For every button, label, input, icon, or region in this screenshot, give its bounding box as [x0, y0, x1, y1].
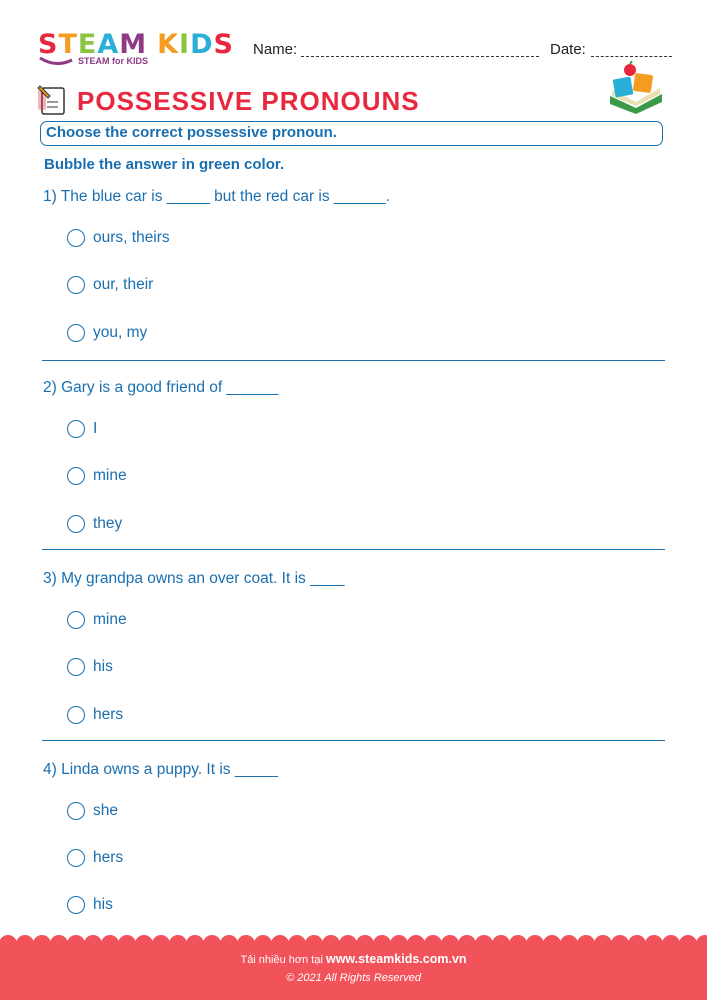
- footer-more-text: Tải nhiều hơn tại: [240, 954, 326, 966]
- option-label: our, their: [93, 276, 154, 293]
- option-q3-c[interactable]: [67, 706, 123, 724]
- option-label: she: [93, 802, 118, 819]
- footer-site-link[interactable]: www.steamkids.com.vn: [325, 952, 467, 966]
- name-label: Name:: [253, 41, 298, 58]
- option-q4-b[interactable]: [67, 849, 123, 867]
- option-q3-b[interactable]: [67, 658, 113, 676]
- divider: [42, 740, 665, 741]
- option-q3-a[interactable]: [67, 611, 127, 629]
- option-label: hers: [93, 849, 124, 866]
- option-label: his: [93, 658, 113, 675]
- date-label: Date:: [550, 41, 586, 58]
- option-q2-c[interactable]: [67, 515, 122, 533]
- option-q2-a[interactable]: [67, 420, 97, 438]
- logo-tagline: STEAM for KIDS: [78, 56, 149, 66]
- question-2: 2) Gary is a good friend of ______: [43, 379, 279, 396]
- bubble-circle-icon[interactable]: [67, 324, 85, 342]
- logo-letter: E: [77, 29, 98, 60]
- logo-letter: A: [97, 29, 120, 60]
- option-q4-c[interactable]: [67, 896, 113, 914]
- instruction-line-2: Bubble the answer in green color.: [44, 156, 285, 173]
- bubble-circle-icon[interactable]: [67, 849, 85, 867]
- option-label: you, my: [93, 324, 148, 341]
- option-q4-a[interactable]: [67, 802, 118, 820]
- logo-letter: D: [190, 29, 214, 60]
- bubble-circle-icon[interactable]: [67, 467, 85, 485]
- footer-copyright: © 2021 All Rights Reserved: [286, 972, 421, 984]
- footer-download-line: [0, 952, 707, 966]
- bubble-circle-icon[interactable]: [67, 802, 85, 820]
- divider: [42, 360, 665, 361]
- question-1: 1) The blue car is _____ but the red car is ______.: [43, 188, 390, 205]
- option-label: mine: [93, 467, 127, 484]
- name-field[interactable]: [301, 56, 539, 57]
- page-title: POSSESSIVE PRONOUNS: [77, 86, 420, 116]
- bubble-circle-icon[interactable]: [67, 896, 85, 914]
- footer: [0, 942, 707, 1000]
- divider: [42, 549, 665, 550]
- logo-letter: I: [179, 29, 191, 60]
- option-q1-c[interactable]: [67, 324, 147, 342]
- logo-swoosh-icon: [38, 54, 74, 68]
- date-field[interactable]: [591, 56, 672, 57]
- logo-letter: S: [213, 29, 234, 60]
- logo-letter: S: [38, 29, 59, 60]
- instruction-line-1: Choose the correct possessive pronoun.: [46, 124, 337, 141]
- logo-letter: M: [119, 29, 148, 60]
- bubble-circle-icon[interactable]: [67, 611, 85, 629]
- option-label: ours, theirs: [93, 229, 170, 246]
- question-4: 4) Linda owns a puppy. It is _____: [43, 761, 278, 778]
- option-q2-b[interactable]: [67, 467, 127, 485]
- question-3: 3) My grandpa owns an over coat. It is ____: [43, 570, 345, 587]
- option-label: mine: [93, 611, 127, 628]
- abc-book-icon: [604, 60, 666, 116]
- option-label: I: [93, 420, 98, 437]
- bubble-circle-icon[interactable]: [67, 515, 85, 533]
- bubble-circle-icon[interactable]: [67, 706, 85, 724]
- option-label: they: [93, 515, 123, 532]
- bubble-circle-icon[interactable]: [67, 658, 85, 676]
- option-q1-a[interactable]: [67, 229, 170, 247]
- logo-letter: T: [58, 29, 78, 60]
- bubble-circle-icon[interactable]: [67, 229, 85, 247]
- option-label: hers: [93, 706, 124, 723]
- bubble-circle-icon[interactable]: [67, 420, 85, 438]
- bubble-circle-icon[interactable]: [67, 276, 85, 294]
- option-q1-b[interactable]: [67, 276, 153, 294]
- logo-letter: K: [157, 29, 180, 60]
- option-label: his: [93, 896, 113, 913]
- notepad-pencil-icon: [36, 82, 72, 116]
- steam-kids-logo: [38, 30, 238, 70]
